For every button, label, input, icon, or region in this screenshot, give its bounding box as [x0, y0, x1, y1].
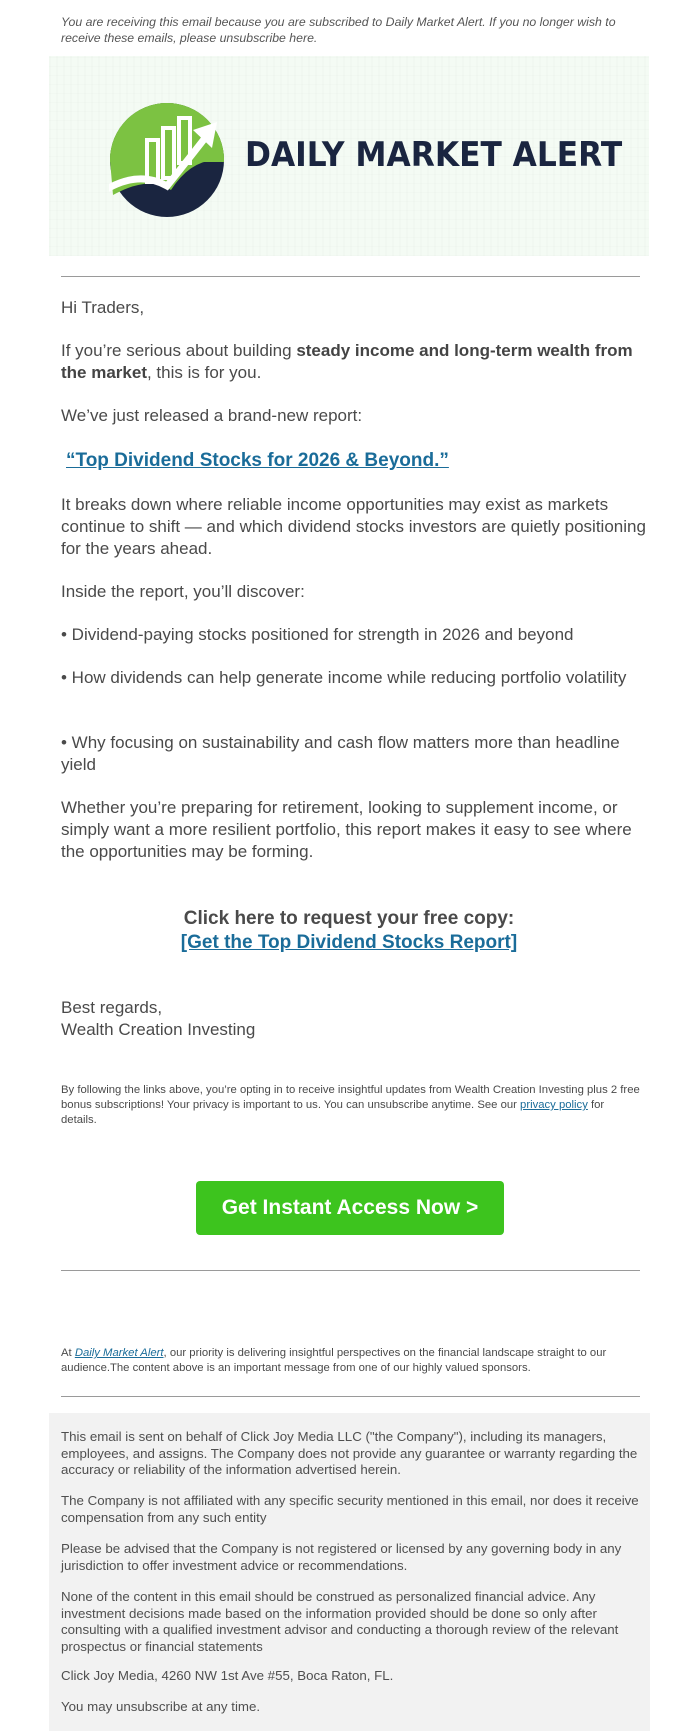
- footer-address: Click Joy Media, 4260 NW 1st Ave #55, Boca Raton, FL.: [61, 1668, 394, 1683]
- footer-paragraph: The Company is not affiliated with any specific security mentioned in this email, nor does it receive compensation from any such entity: [61, 1493, 639, 1525]
- released-paragraph: We’ve just released a brand-new report:: [61, 406, 363, 425]
- footer-paragraph: Please be advised that the Company is not registered or licensed by any governing body in any jurisdiction to offer investment advice or recommendations.: [61, 1541, 622, 1573]
- preheader-text[interactable]: You are receiving this email because you are subscribed to Daily Market Alert. If you no longer wish to receive these emails, please unsubscribe here.: [61, 15, 616, 45]
- get-instant-access-button[interactable]: Get Instant Access Now >: [196, 1181, 504, 1235]
- divider: [61, 1396, 640, 1397]
- inside-paragraph: Inside the report, you’ll discover:: [61, 582, 305, 601]
- bullet-item: • Dividend-paying stocks positioned for strength in 2026 and beyond: [61, 625, 574, 644]
- divider: [61, 276, 640, 277]
- header-banner: [49, 56, 649, 256]
- sponsor-before: At: [61, 1347, 75, 1359]
- intro-after: , this is for you.: [146, 363, 262, 382]
- footer-paragraph: This email is sent on behalf of Click Joy Media LLC ("the Company"), including its managers, employees, and assigns. The Company does not provide any guarantee or warranty regarding the accuracy or reliability of the information advertised herein.: [61, 1429, 638, 1477]
- privacy-policy-link[interactable]: privacy policy: [520, 1099, 588, 1111]
- bullet-item: • How dividends can help generate income while reducing portfolio volatility: [61, 668, 627, 687]
- intro-bold: steady income and long-term wealth from the market: [61, 341, 633, 382]
- cta-report-link[interactable]: [Get the Top Dividend Stocks Report]: [180, 932, 518, 953]
- report-title-link[interactable]: “Top Dividend Stocks for 2026 & Beyond.”: [66, 450, 449, 471]
- sponsor-note: [61, 1346, 641, 1376]
- bar-chart-arrow-logo-icon: [109, 100, 229, 220]
- whether-paragraph: Whether you’re preparing for retirement, looking to supplement income, or simply want a more resilient portfolio, this report makes it easy to see where the opportunities may be forming.: [61, 798, 632, 861]
- intro-paragraph: [61, 340, 646, 384]
- bullet-item: • Why focusing on sustainability and cash flow matters more than headline yield: [61, 733, 620, 774]
- divider: [61, 1270, 640, 1271]
- brand-name: DAILY MARKET ALERT: [245, 135, 623, 175]
- optin-disclaimer: [61, 1083, 641, 1128]
- optin-text: By following the links above, you’re opting in to receive insightful updates from Wealth Creation Investing plus 2 free bonus subscriptions! Your privacy is important to us. You can unsubscribe anytime. See our: [61, 1084, 640, 1111]
- intro-before: If you’re serious about building: [61, 341, 297, 360]
- sponsor-after: , our priority is delivering insightful perspectives on the financial landscape straight to our audience.The content above is an important message from one of our highly valued sponsors.: [61, 1347, 607, 1374]
- cta-heading: Click here to request your free copy:: [183, 908, 515, 929]
- footer-unsubscribe[interactable]: You may unsubscribe at any time.: [61, 1699, 261, 1714]
- breakdown-paragraph: It breaks down where reliable income opportunities may exist as markets continue to shift — and which dividend stocks investors are quietly positioning for the years ahead.: [61, 495, 646, 558]
- signoff-sender: Wealth Creation Investing: [61, 1020, 256, 1039]
- footer-paragraph: None of the content in this email should be construed as personalized financial advice. Any investment decisions made based on the information provided should be done so only after consulting with a qualified investment advisor and conducting a thorough review of the relevant prospectus or financial statements: [61, 1589, 619, 1654]
- optin-after: for details.: [61, 1099, 605, 1126]
- greeting: Hi Traders,: [61, 298, 145, 317]
- daily-market-alert-link[interactable]: Daily Market Alert: [74, 1347, 164, 1359]
- signoff-regards: Best regards,: [61, 998, 163, 1017]
